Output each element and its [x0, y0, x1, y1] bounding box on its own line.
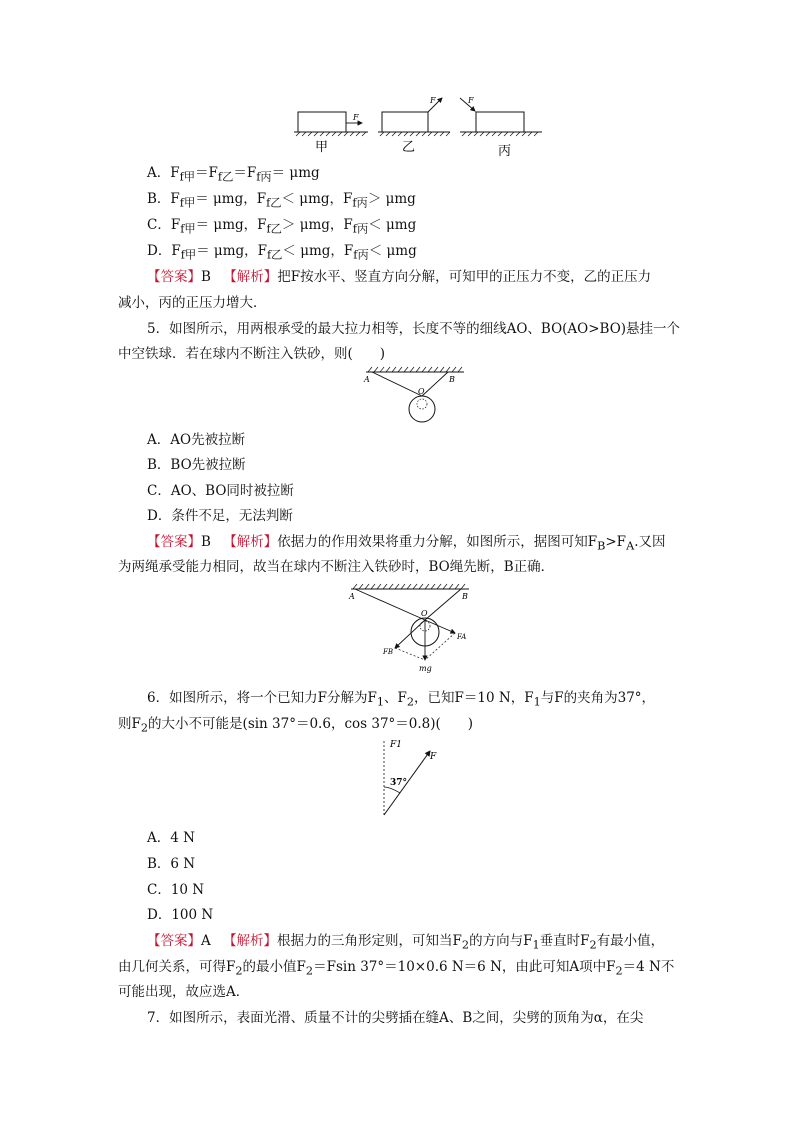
q5-option-d: D．条件不足，无法判断: [147, 508, 293, 524]
q4-analysis-cont: 减小，丙的正压力增大．: [118, 295, 267, 311]
label-jia: 甲: [315, 140, 329, 155]
q6-option-a: A．4 N: [147, 830, 195, 846]
q5-stem-1: 5．如图所示，用两根承受的最大拉力相等，长度不等的细线AO、BO(AO>BO)悬挂一个: [147, 321, 681, 337]
label-f1: F1: [390, 740, 402, 750]
q6-option-d: D．100 N: [147, 907, 214, 923]
label-f: F: [430, 752, 437, 762]
q6-answer-line: [147, 932, 664, 955]
analysis-text: 依据力的作用效果将重力分解，如图所示，据图可知$F_B>F_A$.又因: [277, 534, 666, 553]
analysis-tag: 【解析】: [223, 534, 278, 550]
point-a: A: [349, 592, 355, 601]
q4-option-d: D．$F_{f甲}= \mu mg$，$F_{f乙}< \mu mg$，$F_{f丙}< \mu mg$: [147, 243, 417, 262]
label-yi: 乙: [402, 140, 416, 155]
q4-option-c: C．$F_{f甲}= \mu mg$，$F_{f乙}> \mu mg$，$F_{f丙}< \mu mg$: [147, 217, 417, 236]
answer-value: A: [201, 933, 211, 949]
point-o: O: [421, 609, 428, 618]
q6-stem-1: 6．如图所示，将一个已知力F分解为$F_1$、$F_2$，已知F＝10 N，$F_1$与F的夹角为37°，: [147, 690, 656, 709]
label-mg: mg: [419, 664, 432, 673]
q5-option-a: A．AO先被拉断: [147, 432, 246, 448]
q4-option-b: B．$F_{f甲}= \mu mg$，$F_{f乙}< \mu mg$，$F_{f丙}> \mu mg$: [147, 191, 416, 210]
answer-tag: 【答案】: [147, 933, 201, 949]
point-a: A: [364, 375, 370, 384]
answer-tag: 【答案】: [147, 534, 201, 550]
label-bing: 丙: [498, 144, 512, 158]
q6-option-b: B．6 N: [147, 856, 196, 872]
analysis-tag: 【解析】: [223, 933, 278, 949]
q7-stem-1: 7．如图所示，表面光滑、质量不计的尖劈插在缝A、B之间，尖劈的顶角为α，在尖: [147, 1010, 644, 1026]
q5-option-b: B．BO先被拉断: [147, 457, 246, 473]
analysis-text: 把F按水平、竖直方向分解，可知甲的正压力不变，乙的正压力: [277, 269, 652, 285]
q5-analysis-cont: 为两绳承受能力相同，故当在球内不断注入铁砂时，BO绳先断，B正确．: [118, 559, 555, 575]
q4-option-a: A．$F_{f甲}=F_{f乙}=F_{f丙}= \mu mg$: [147, 165, 320, 184]
analysis-tag: 【解析】: [223, 269, 278, 285]
q6-analysis-cont-1: 由几何关系，可得$F_2$的最小值$F_2=Fsin$ 37°＝10×0.6 N＝6 N，由此可知A项中$F_2=4$ N不: [118, 959, 675, 978]
analysis-text: 根据力的三角形定则，可知当$F_2$的方向与$F_1$垂直时$F_2$有最小值，: [277, 933, 665, 952]
answer-value: B: [201, 534, 211, 550]
angle-label: 37°: [390, 778, 408, 788]
force-label-bing: F: [468, 96, 474, 105]
q6-option-c: C．10 N: [147, 882, 205, 898]
label-fb: FB: [383, 648, 394, 656]
point-o: O: [418, 387, 425, 396]
answer-tag: 【答案】: [147, 269, 201, 285]
figure-hanging-ball: [360, 365, 470, 427]
point-b: B: [449, 375, 455, 384]
q4-answer-line: [147, 268, 651, 286]
figure-force-decomposition: [345, 582, 475, 674]
force-label-jia: F: [353, 113, 359, 122]
q5-stem-2: 中空铁球．若在球内不断注入铁砂，则( ): [118, 346, 386, 362]
figure-blocks: [290, 92, 544, 158]
label-fa: FA: [457, 633, 467, 641]
answer-value: B: [201, 269, 211, 285]
figure-force-angle: [372, 735, 444, 821]
force-label-yi: F: [430, 96, 436, 105]
q6-analysis-cont-2: 可能出现，故应选A．: [118, 984, 250, 1000]
q5-answer-line: [147, 533, 665, 556]
q6-stem-2: 则$F_2$的大小不可能是(sin 37°＝0.6，cos 37°＝0.8)( ): [118, 716, 474, 735]
q5-option-c: C．AO、BO同时被拉断: [147, 483, 294, 499]
point-b: B: [462, 592, 468, 601]
